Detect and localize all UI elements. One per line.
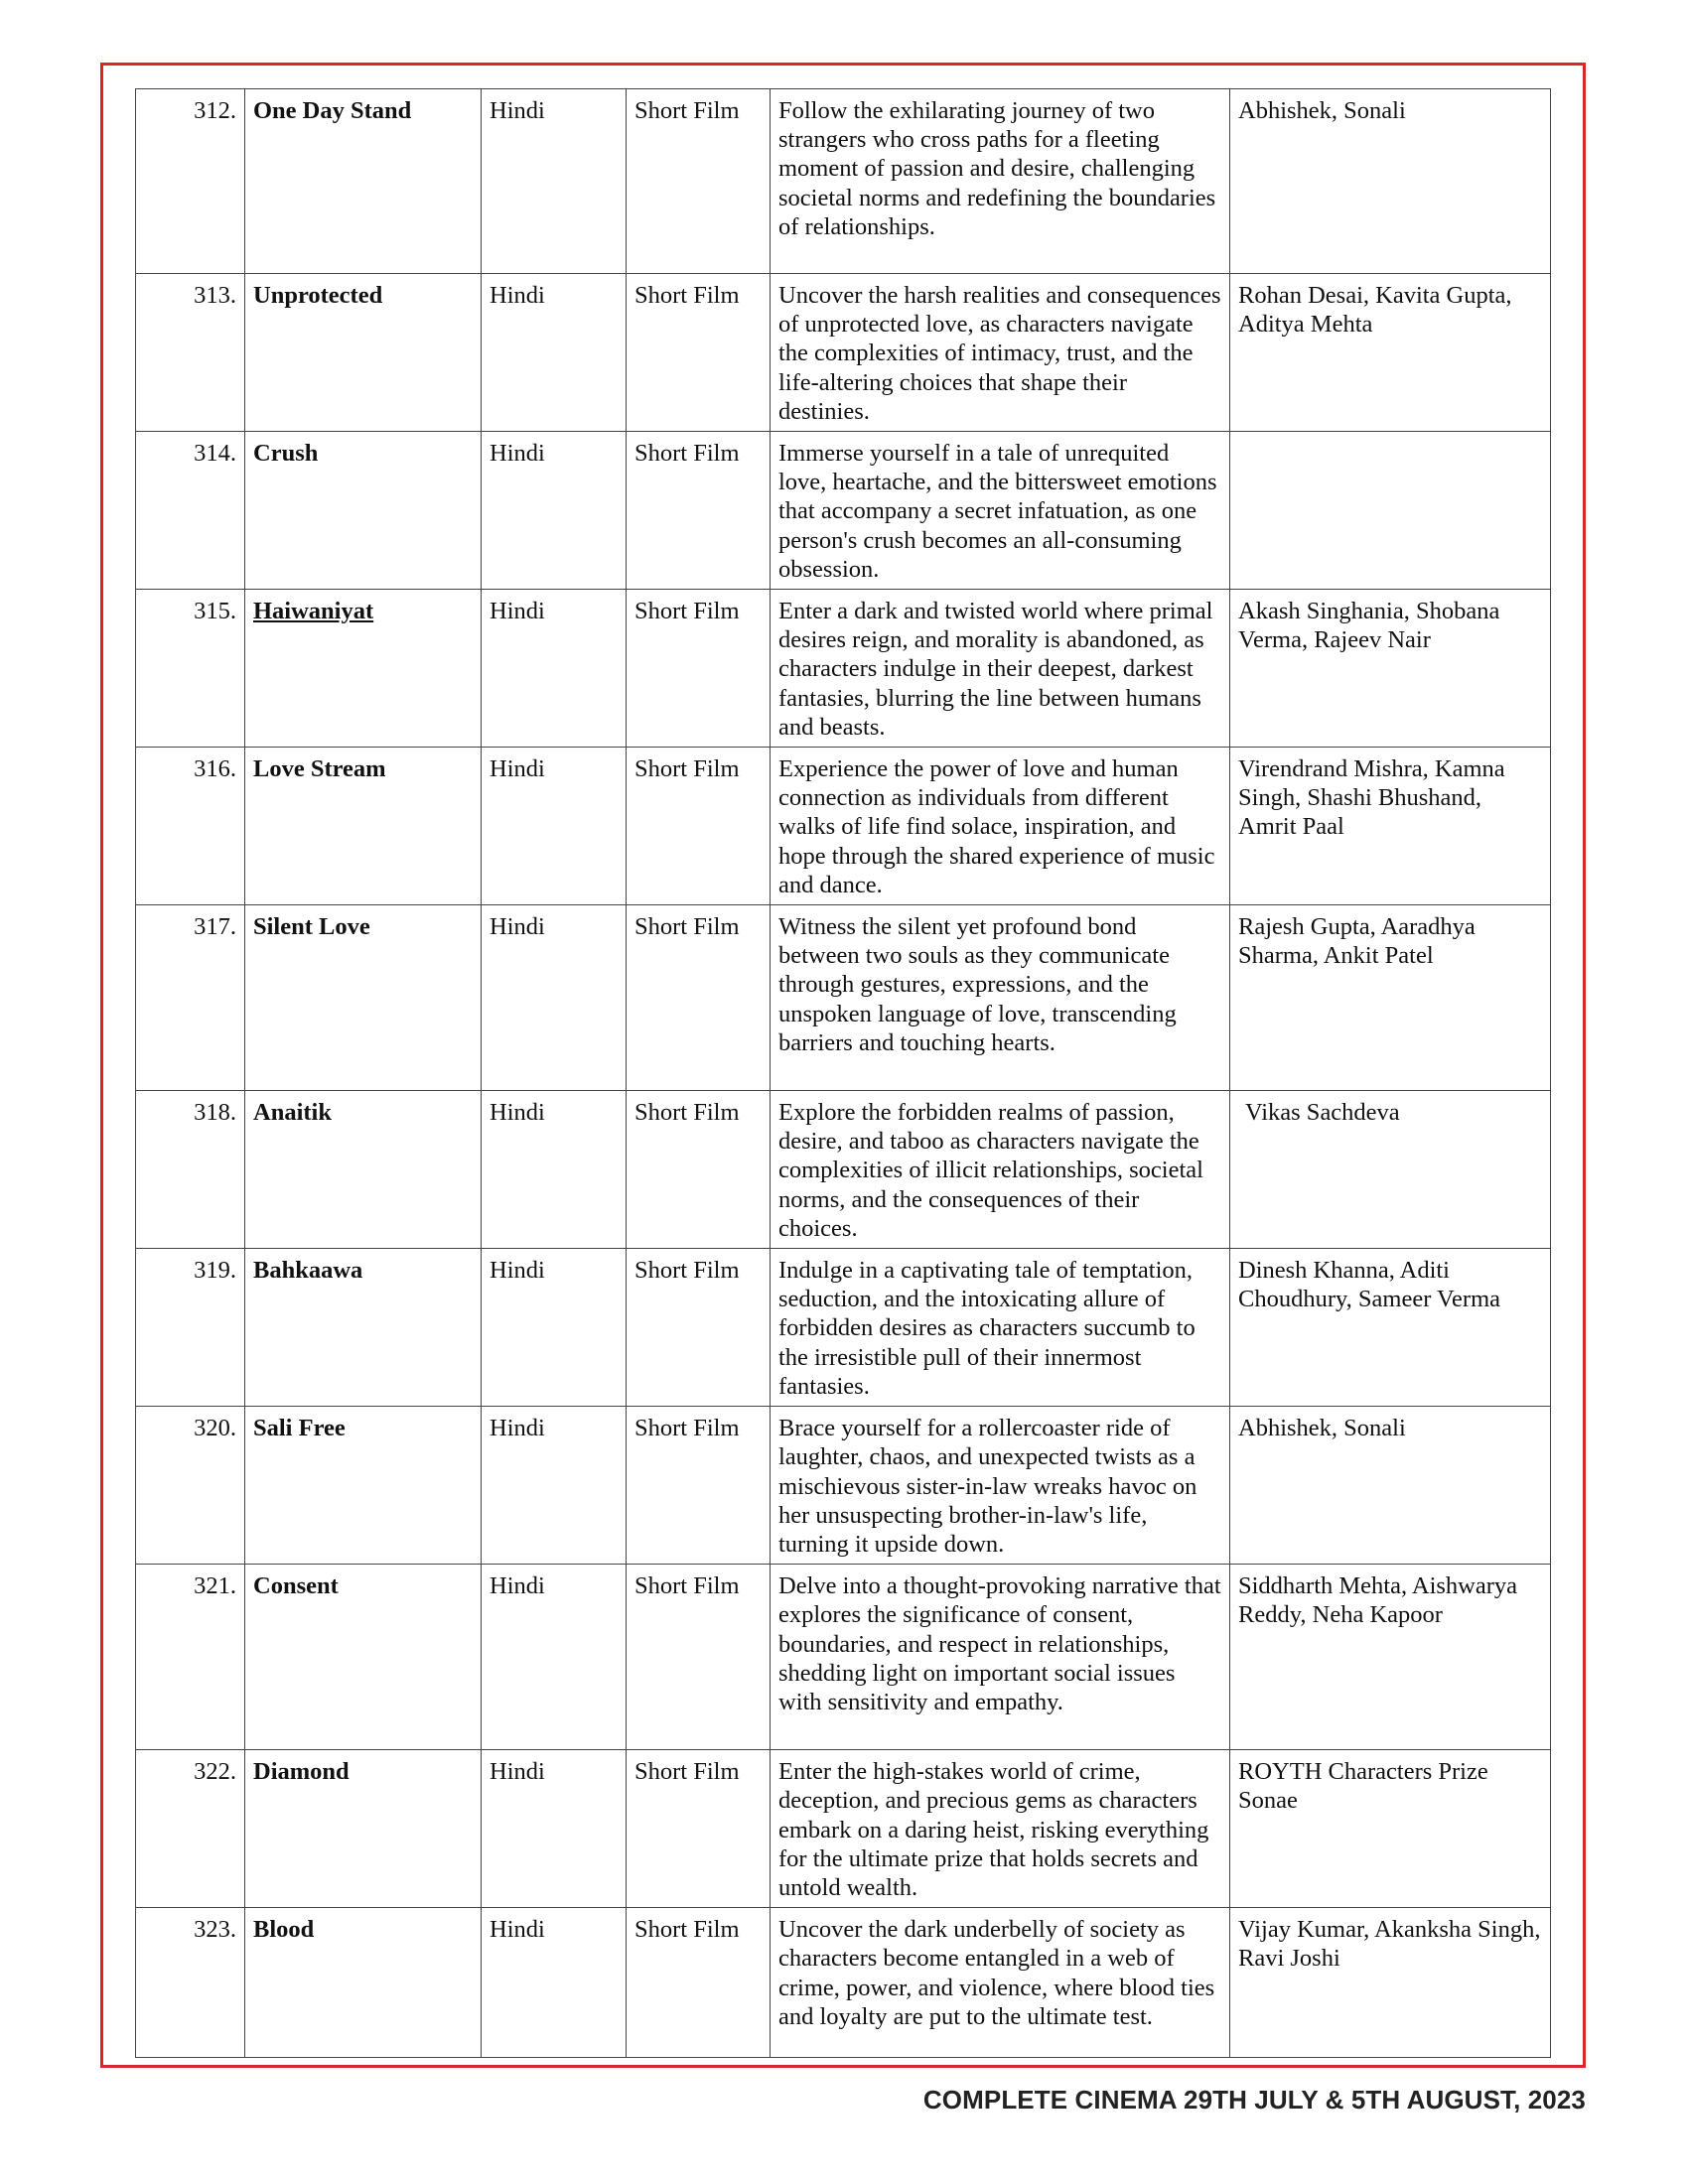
film-language: Hindi bbox=[482, 1091, 627, 1249]
film-description: Immerse yourself in a tale of unrequited love, heartache, and the bittersweet emotions that accompany a secret infatuation, as one person's crush becomes an all-consuming obsession. bbox=[771, 432, 1230, 590]
film-cast: Rajesh Gupta, Aaradhya Sharma, Ankit Patel bbox=[1230, 905, 1551, 1091]
film-cast: Abhishek, Sonali bbox=[1230, 89, 1551, 274]
film-title bbox=[245, 590, 482, 748]
row-number: 323. bbox=[136, 1908, 245, 2058]
film-cast: Rohan Desai, Kavita Gupta, Aditya Mehta bbox=[1230, 274, 1551, 432]
row-number: 317. bbox=[136, 905, 245, 1091]
film-type: Short Film bbox=[627, 1908, 771, 2058]
film-description: Experience the power of love and human connection as individuals from different walks of life find solace, inspiration, and hope through the shared experience of music and dance. bbox=[771, 748, 1230, 905]
film-cast: Vijay Kumar, Akanksha Singh, Ravi Joshi bbox=[1230, 1908, 1551, 2058]
film-title: One Day Stand bbox=[245, 89, 482, 274]
table-row bbox=[136, 590, 1551, 748]
row-number: 315. bbox=[136, 590, 245, 748]
film-title: Consent bbox=[245, 1565, 482, 1750]
film-language: Hindi bbox=[482, 1750, 627, 1908]
row-number: 312. bbox=[136, 89, 245, 274]
film-cast: Vikas Sachdeva bbox=[1230, 1091, 1551, 1249]
film-description: Indulge in a captivating tale of temptation, seduction, and the intoxicating allure of forbidden desires as characters succumb to the irresistible pull of their innermost fantasies. bbox=[771, 1249, 1230, 1407]
film-language: Hindi bbox=[482, 1407, 627, 1565]
table-row bbox=[136, 89, 1551, 274]
table-row bbox=[136, 1908, 1551, 2058]
film-type: Short Film bbox=[627, 89, 771, 274]
row-number: 313. bbox=[136, 274, 245, 432]
film-description: Uncover the dark underbelly of society as characters become entangled in a web of crime, power, and violence, where blood ties and loyalty are put to the ultimate test. bbox=[771, 1908, 1230, 2058]
film-language: Hindi bbox=[482, 1565, 627, 1750]
film-description: Enter a dark and twisted world where primal desires reign, and morality is abandoned, as characters indulge in their deepest, darkest fantasies, blurring the line between humans and beasts. bbox=[771, 590, 1230, 748]
film-type: Short Film bbox=[627, 432, 771, 590]
film-cast: Abhishek, Sonali bbox=[1230, 1407, 1551, 1565]
table-row bbox=[136, 274, 1551, 432]
film-cast: Dinesh Khanna, Aditi Choudhury, Sameer Verma bbox=[1230, 1249, 1551, 1407]
film-type: Short Film bbox=[627, 1750, 771, 1908]
film-language: Hindi bbox=[482, 748, 627, 905]
film-language: Hindi bbox=[482, 1249, 627, 1407]
film-cast: Siddharth Mehta, Aishwarya Reddy, Neha Kapoor bbox=[1230, 1565, 1551, 1750]
row-number: 314. bbox=[136, 432, 245, 590]
film-type: Short Film bbox=[627, 590, 771, 748]
footer-publication-line: COMPLETE CINEMA 29TH JULY & 5TH AUGUST, 2023 bbox=[922, 2085, 1586, 2115]
film-type: Short Film bbox=[627, 905, 771, 1091]
row-number: 321. bbox=[136, 1565, 245, 1750]
row-number: 319. bbox=[136, 1249, 245, 1407]
film-title: Unprotected bbox=[245, 274, 482, 432]
film-type: Short Film bbox=[627, 1565, 771, 1750]
film-language: Hindi bbox=[482, 274, 627, 432]
table-row bbox=[136, 1091, 1551, 1249]
film-listing-table bbox=[135, 88, 1551, 2058]
film-title: Silent Love bbox=[245, 905, 482, 1091]
table-row bbox=[136, 748, 1551, 905]
film-cast: Virendrand Mishra, Kamna Singh, Shashi Bhushand, Amrit Paal bbox=[1230, 748, 1551, 905]
film-title: Anaitik bbox=[245, 1091, 482, 1249]
film-description: Delve into a thought-provoking narrative that explores the significance of consent, boundaries, and respect in relationships, shedding light on important social issues with sensitivity and empathy. bbox=[771, 1565, 1230, 1750]
film-language: Hindi bbox=[482, 590, 627, 748]
film-cast: Akash Singhania, Shobana Verma, Rajeev Nair bbox=[1230, 590, 1551, 748]
row-number: 320. bbox=[136, 1407, 245, 1565]
film-cast: ROYTH Characters Prize Sonae bbox=[1230, 1750, 1551, 1908]
row-number: 318. bbox=[136, 1091, 245, 1249]
film-type: Short Film bbox=[627, 748, 771, 905]
film-language: Hindi bbox=[482, 89, 627, 274]
table-row bbox=[136, 1750, 1551, 1908]
film-description: Explore the forbidden realms of passion, desire, and taboo as characters navigate the complexities of illicit relationships, societal norms, and the consequences of their choices. bbox=[771, 1091, 1230, 1249]
film-title: Blood bbox=[245, 1908, 482, 2058]
film-type: Short Film bbox=[627, 274, 771, 432]
film-description: Uncover the harsh realities and consequences of unprotected love, as characters navigate the complexities of intimacy, trust, and the life-altering choices that shape their destinies. bbox=[771, 274, 1230, 432]
film-description: Witness the silent yet profound bond between two souls as they communicate through gestures, expressions, and the unspoken language of love, transcending barriers and touching hearts. bbox=[771, 905, 1230, 1091]
film-title: Crush bbox=[245, 432, 482, 590]
film-type: Short Film bbox=[627, 1249, 771, 1407]
film-language: Hindi bbox=[482, 1908, 627, 2058]
film-description: Brace yourself for a rollercoaster ride of laughter, chaos, and unexpected twists as a mischievous sister-in-law wreaks havoc on her unsuspecting brother-in-law's life, turning it upside down. bbox=[771, 1407, 1230, 1565]
film-description: Enter the high-stakes world of crime, deception, and precious gems as characters embark on a daring heist, risking everything for the ultimate prize that holds secrets and untold wealth. bbox=[771, 1750, 1230, 1908]
table-row bbox=[136, 1565, 1551, 1750]
row-number: 322. bbox=[136, 1750, 245, 1908]
film-language: Hindi bbox=[482, 905, 627, 1091]
film-language: Hindi bbox=[482, 432, 627, 590]
table-row bbox=[136, 432, 1551, 590]
film-title-link: Haiwaniyat bbox=[253, 598, 374, 625]
film-type: Short Film bbox=[627, 1407, 771, 1565]
table-row bbox=[136, 1407, 1551, 1565]
film-title: Bahkaawa bbox=[245, 1249, 482, 1407]
film-description: Follow the exhilarating journey of two strangers who cross paths for a fleeting moment of passion and desire, challenging societal norms and redefining the boundaries of relationships. bbox=[771, 89, 1230, 274]
film-title: Sali Free bbox=[245, 1407, 482, 1565]
table-row bbox=[136, 1249, 1551, 1407]
film-type: Short Film bbox=[627, 1091, 771, 1249]
film-title: Diamond bbox=[245, 1750, 482, 1908]
film-title: Love Stream bbox=[245, 748, 482, 905]
table-row bbox=[136, 905, 1551, 1091]
row-number: 316. bbox=[136, 748, 245, 905]
film-cast bbox=[1230, 432, 1551, 590]
